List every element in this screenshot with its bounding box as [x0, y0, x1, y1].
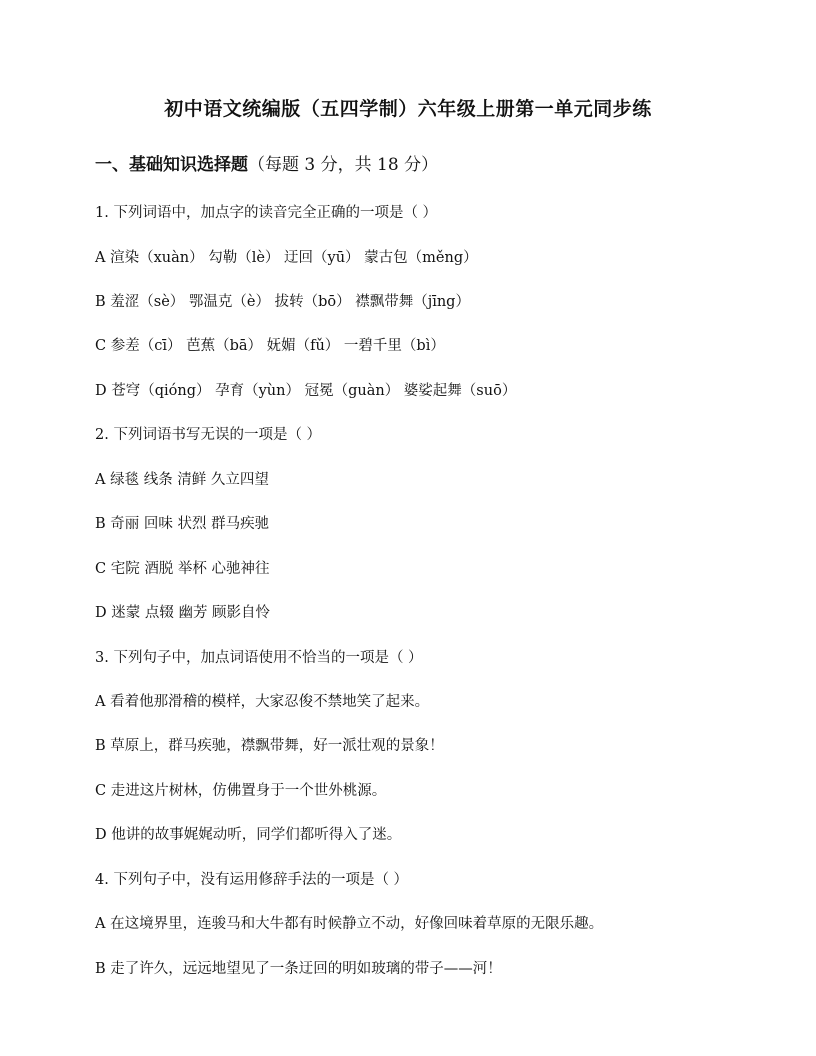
question-1-option-a: A 渲染（xuàn） 勾勒（lè） 迂回（yū） 蒙古包（měng）	[95, 250, 478, 266]
question-3-option-b: B 草原上，群马疾驰，襟飘带舞，好一派壮观的景象！	[95, 738, 444, 754]
question-3: 3. 下列句子中，加点词语使用不恰当的一项是（ ）	[95, 650, 423, 666]
question-1-option-b: B 羞涩（sè） 鄂温克（è） 拔转（bō） 襟飘带舞（jīng）	[95, 294, 470, 310]
document-title: 初中语文统编版（五四学制）六年级上册第一单元同步练	[164, 98, 652, 120]
question-1-option-d: D 苍穹（qióng） 孕育（yùn） 冠冕（guàn） 婆娑起舞（suō）	[95, 383, 517, 399]
section-heading-label: 一、基础知识选择题	[95, 155, 248, 175]
section-heading	[95, 150, 438, 175]
section-heading-note: （每题 3 分，共 18 分）	[248, 155, 439, 175]
question-2-option-c: C 宅院 酒脱 举杯 心驰神往	[95, 561, 270, 577]
question-4: 4. 下列句子中，没有运用修辞手法的一项是（ ）	[95, 872, 409, 888]
question-3-option-d: D 他讲的故事娓娓动听，同学们都听得入了迷。	[95, 827, 402, 843]
question-3-option-c: C 走进这片树林，仿佛置身于一个世外桃源。	[95, 783, 387, 799]
question-2-option-a: A 绿毯 线条 清鲜 久立四望	[95, 472, 269, 488]
question-1: 1. 下列词语中，加点字的读音完全正确的一项是（ ）	[95, 205, 438, 221]
question-1-option-c: C 参差（cī） 芭蕉（bā） 妩媚（fǔ） 一碧千里（bì）	[95, 338, 445, 354]
question-4-option-a: A 在这境界里，连骏马和大牛都有时候静立不动，好像回味着草原的无限乐趣。	[95, 916, 604, 932]
question-4-option-b: B 走了许久，远远地望见了一条迂回的明如玻璃的带子——河！	[95, 961, 502, 977]
question-2-option-d: D 迷蒙 点辍 幽芳 顾影自怜	[95, 605, 271, 621]
question-2: 2. 下列词语书写无误的一项是（ ）	[95, 427, 322, 443]
question-3-option-a: A 看着他那滑稽的模样，大家忍俊不禁地笑了起来。	[95, 694, 430, 710]
question-2-option-b: B 奇丽 回味 状烈 群马疾驰	[95, 516, 270, 532]
